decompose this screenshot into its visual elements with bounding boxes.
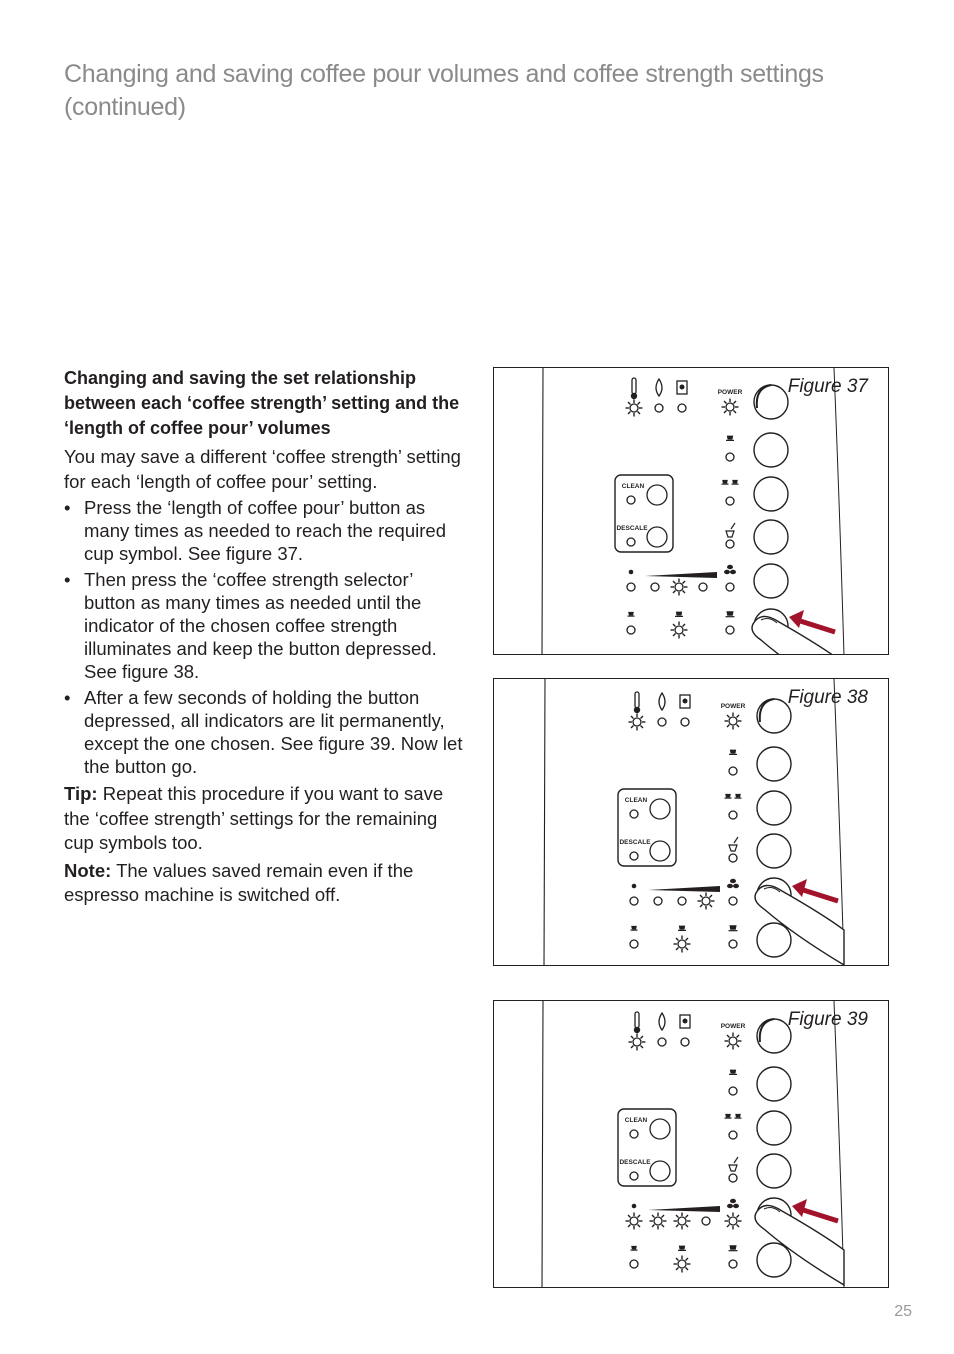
indicator bbox=[630, 1172, 638, 1180]
figure-caption: Figure 38 bbox=[787, 687, 868, 708]
panel-button bbox=[754, 477, 788, 511]
indicator bbox=[658, 1038, 666, 1046]
indicator-lit bbox=[678, 1260, 686, 1268]
power-label: POWER bbox=[717, 389, 743, 396]
indicator-lit bbox=[726, 403, 734, 411]
arrow-icon bbox=[800, 889, 838, 901]
large-cup-icon bbox=[729, 1245, 738, 1250]
panel-button bbox=[757, 1154, 791, 1188]
steam-icon bbox=[726, 523, 735, 537]
housing-right-edge bbox=[834, 679, 844, 966]
power-label: POWER bbox=[720, 1023, 746, 1030]
clean-button bbox=[650, 1119, 670, 1139]
large-cup-icon bbox=[726, 611, 735, 616]
panel-button bbox=[757, 791, 791, 825]
grounds-icon bbox=[683, 1019, 688, 1024]
figure-37 bbox=[493, 367, 889, 655]
housing-right-edge bbox=[834, 368, 844, 655]
indicator bbox=[726, 583, 734, 591]
note-label: Note: bbox=[64, 859, 112, 881]
intro-paragraph: You may save a different ‘coffee strength’ setting for each ‘length of coffee pour’ setting. bbox=[64, 446, 461, 492]
indicator bbox=[702, 1217, 710, 1225]
tip-label: Tip: bbox=[64, 783, 98, 804]
coffee-bean-icon bbox=[733, 1204, 739, 1208]
indicator bbox=[627, 626, 635, 634]
thermometer-bulb-icon bbox=[634, 707, 640, 713]
indicator bbox=[678, 897, 686, 905]
control-panel-illustration bbox=[494, 1001, 889, 1288]
indicator bbox=[627, 583, 635, 591]
double-cup-icon bbox=[722, 480, 729, 484]
double-cup-icon bbox=[735, 794, 742, 798]
small-cup-icon bbox=[631, 1246, 638, 1250]
housing-left-edge bbox=[542, 368, 543, 655]
figure-caption: Figure 39 bbox=[787, 1009, 868, 1030]
panel-button bbox=[757, 834, 791, 868]
note-text: The values saved remain even if the espresso machine is switched off. bbox=[64, 859, 414, 905]
indicator bbox=[681, 718, 689, 726]
strength-low-icon bbox=[629, 570, 634, 575]
small-cup-icon bbox=[628, 612, 635, 616]
indicator-lit bbox=[630, 1217, 638, 1225]
indicator bbox=[658, 718, 666, 726]
power-button bbox=[754, 385, 788, 419]
indicator bbox=[630, 852, 638, 860]
list-item: • Then press the ‘coffee strength selector’ button as many times as needed until the indicator of the chosen coffee strength illuminates and keep the button depressed. See figure 38. bbox=[64, 569, 437, 682]
coffee-bean-icon bbox=[730, 1199, 736, 1203]
indicator-lit bbox=[729, 1037, 737, 1045]
clean-label: CLEAN bbox=[624, 1117, 648, 1124]
descale-button bbox=[647, 527, 667, 547]
indicator bbox=[630, 810, 638, 818]
indicator bbox=[729, 897, 737, 905]
list-item: • Press the ‘length of coffee pour’ button as many times as needed to reach the required cup symbol. See figure 37. bbox=[64, 497, 446, 564]
indicator-lit bbox=[633, 1038, 641, 1046]
coffee-bean-icon bbox=[724, 570, 730, 574]
double-cup-icon bbox=[725, 794, 732, 798]
indicator bbox=[651, 583, 659, 591]
clean-label: CLEAN bbox=[624, 797, 648, 804]
water-drop-icon bbox=[659, 1013, 665, 1030]
indicator bbox=[630, 1130, 638, 1138]
single-cup-icon bbox=[726, 436, 734, 441]
page-number: 25 bbox=[894, 1303, 912, 1320]
tip-text: Repeat this procedure if you want to save the ‘coffee strength’ settings for the remaining cup symbols too. bbox=[64, 783, 444, 853]
indicator bbox=[655, 404, 663, 412]
indicator bbox=[654, 897, 662, 905]
indicator bbox=[729, 811, 737, 819]
figure-caption: Figure 37 bbox=[787, 376, 868, 397]
thermometer-bulb-icon bbox=[631, 393, 637, 399]
large-cup-icon bbox=[729, 925, 738, 930]
coffee-bean-icon bbox=[727, 565, 733, 569]
indicator bbox=[627, 496, 635, 504]
small-cup-icon bbox=[631, 926, 638, 930]
thermometer-icon bbox=[635, 1012, 639, 1028]
indicator bbox=[630, 897, 638, 905]
indicator bbox=[630, 1260, 638, 1268]
control-panel-illustration bbox=[494, 368, 889, 655]
panel-button bbox=[757, 747, 791, 781]
clean-label: CLEAN bbox=[621, 483, 645, 490]
indicator bbox=[699, 583, 707, 591]
strength-wedge-icon bbox=[645, 572, 717, 578]
coffee-bean-icon bbox=[727, 1204, 733, 1208]
double-cup-icon bbox=[732, 480, 739, 484]
panel-button bbox=[754, 520, 788, 554]
indicator bbox=[627, 538, 635, 546]
indicator bbox=[729, 1174, 737, 1182]
note-paragraph bbox=[64, 859, 464, 908]
figure-38 bbox=[493, 678, 889, 966]
descale-button bbox=[650, 841, 670, 861]
indicator-lit bbox=[729, 1217, 737, 1225]
length-of-pour-button bbox=[757, 923, 791, 957]
control-panel-illustration bbox=[494, 679, 889, 966]
steam-icon bbox=[729, 1157, 738, 1171]
steam-icon bbox=[729, 837, 738, 851]
section-heading: Changing and saving the set relationship between each ‘coffee strength’ setting and the ‘length of coffee pour’ volumes bbox=[64, 368, 460, 438]
strength-low-icon bbox=[632, 1204, 637, 1209]
coffee-bean-icon bbox=[730, 570, 736, 574]
power-button bbox=[757, 1019, 791, 1053]
single-cup-icon bbox=[729, 1070, 737, 1075]
water-drop-icon bbox=[659, 693, 665, 710]
indicator bbox=[630, 940, 638, 948]
tip-paragraph bbox=[64, 782, 464, 856]
descale-button bbox=[650, 1161, 670, 1181]
arrow-icon bbox=[800, 1209, 838, 1221]
medium-cup-icon bbox=[675, 612, 683, 617]
indicator bbox=[729, 1131, 737, 1139]
water-drop-icon bbox=[656, 379, 662, 396]
thermometer-bulb-icon bbox=[634, 1027, 640, 1033]
single-cup-icon bbox=[729, 750, 737, 755]
instructions-column bbox=[64, 366, 464, 908]
indicator bbox=[729, 1087, 737, 1095]
housing-left-edge bbox=[542, 1001, 543, 1288]
coffee-bean-icon bbox=[727, 884, 733, 888]
descale-label: DESCALE bbox=[619, 839, 651, 846]
indicator-lit bbox=[654, 1217, 662, 1225]
indicator bbox=[729, 854, 737, 862]
descale-label: DESCALE bbox=[619, 1159, 651, 1166]
panel-button bbox=[757, 1111, 791, 1145]
indicator bbox=[726, 626, 734, 634]
grounds-icon bbox=[680, 385, 685, 390]
double-cup-icon bbox=[735, 1114, 742, 1118]
list-item: • After a few seconds of holding the button depressed, all indicators are lit permanently, except the one chosen. See figure 39. Now let the button go. bbox=[64, 687, 463, 777]
indicator bbox=[726, 540, 734, 548]
indicator-lit bbox=[702, 897, 710, 905]
indicator bbox=[681, 1038, 689, 1046]
strength-low-icon bbox=[632, 884, 637, 889]
indicator-lit bbox=[678, 1217, 686, 1225]
indicator bbox=[729, 767, 737, 775]
indicator-lit bbox=[729, 717, 737, 725]
arrow-icon bbox=[797, 620, 835, 632]
figure-39 bbox=[493, 1000, 889, 1288]
indicator bbox=[729, 940, 737, 948]
coffee-strength-button bbox=[754, 564, 788, 598]
indicator bbox=[726, 453, 734, 461]
strength-wedge-icon bbox=[648, 886, 720, 892]
power-label: POWER bbox=[720, 703, 746, 710]
clean-button bbox=[650, 799, 670, 819]
indicator-lit bbox=[630, 404, 638, 412]
panel-button bbox=[757, 1067, 791, 1101]
clean-button bbox=[647, 485, 667, 505]
thermometer-icon bbox=[635, 692, 639, 708]
indicator bbox=[678, 404, 686, 412]
thermometer-icon bbox=[632, 378, 636, 394]
strength-wedge-icon bbox=[648, 1206, 720, 1212]
indicator bbox=[729, 1260, 737, 1268]
double-cup-icon bbox=[725, 1114, 732, 1118]
coffee-bean-icon bbox=[733, 884, 739, 888]
medium-cup-icon bbox=[678, 926, 686, 931]
panel-button bbox=[754, 433, 788, 467]
housing-left-edge bbox=[544, 679, 545, 966]
grounds-icon bbox=[683, 699, 688, 704]
steps-list bbox=[64, 496, 464, 778]
indicator-lit bbox=[675, 583, 683, 591]
page-title: Changing and saving coffee pour volumes and coffee strength settings (continued) bbox=[64, 60, 824, 121]
indicator bbox=[726, 497, 734, 505]
length-of-pour-button bbox=[757, 1243, 791, 1277]
indicator-lit bbox=[675, 626, 683, 634]
indicator-lit bbox=[633, 718, 641, 726]
power-button bbox=[757, 699, 791, 733]
coffee-bean-icon bbox=[730, 879, 736, 883]
medium-cup-icon bbox=[678, 1246, 686, 1251]
indicator-lit bbox=[678, 940, 686, 948]
descale-label: DESCALE bbox=[616, 525, 648, 532]
